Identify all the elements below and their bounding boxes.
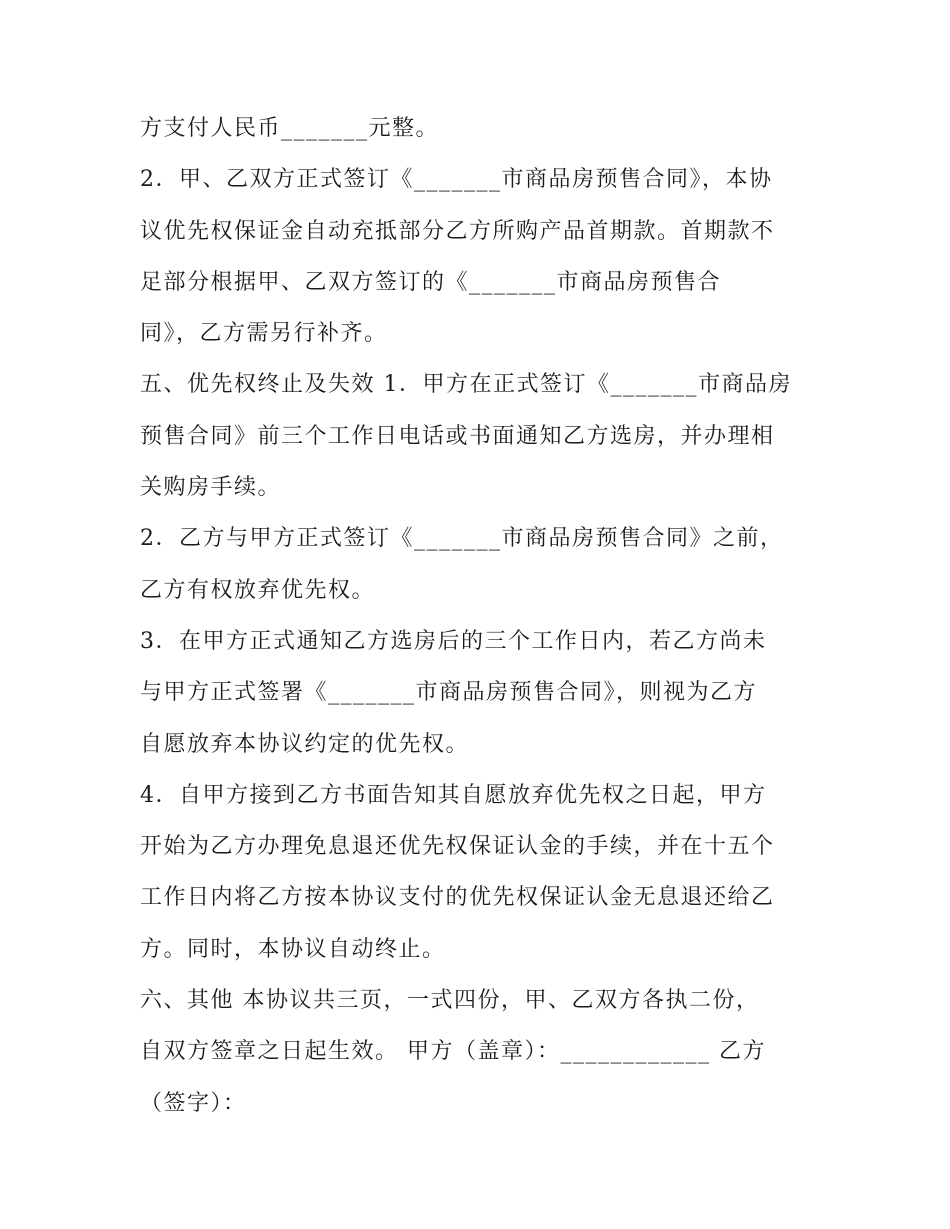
text-line: 开始为乙方办理免息退还优先权保证认金的手续，并在十五个 bbox=[140, 834, 775, 860]
text-line: 2．乙方与甲方正式签订《_______市商品房预售合同》之前， bbox=[140, 526, 784, 552]
section-heading-line: 五、优先权终止及失效 1．甲方在正式签订《_______市商品房 bbox=[140, 372, 792, 398]
text-line: 足部分根据甲、乙双方签订的《_______市商品房预售合 bbox=[140, 269, 722, 295]
text-line: 与甲方正式签署《_______市商品房预售合同》，则视为乙方 bbox=[140, 680, 758, 706]
text-line: 同》，乙方需另行补齐。 bbox=[140, 321, 388, 347]
document-body bbox=[140, 103, 820, 1129]
text-line: 方支付人民币_______元整。 bbox=[140, 116, 440, 141]
text-line: 3．在甲方正式通知乙方选房后的三个工作日内，若乙方尚未 bbox=[140, 628, 767, 654]
text-line: 方。同时，本协议自动终止。 bbox=[140, 936, 446, 962]
signature-line: 自双方签章之日起生效。 甲方（盖章）：____________ 乙方 bbox=[140, 1039, 766, 1065]
text-line: 议优先权保证金自动充抵部分乙方所购产品首期款。首期款不 bbox=[140, 218, 775, 244]
signature-line: （签字）： bbox=[140, 1090, 247, 1116]
text-line: 预售合同》前三个工作日电话或书面通知乙方选房，并办理相 bbox=[140, 423, 775, 449]
text-line: 关购房手续。 bbox=[140, 475, 282, 501]
text-line: 自愿放弃本协议约定的优先权。 bbox=[140, 731, 470, 757]
text-line: 4．自甲方接到乙方书面告知其自愿放弃优先权之日起，甲方 bbox=[140, 782, 767, 808]
section-heading-line: 六、其他 本协议共三页，一式四份，甲、乙双方各执二份， bbox=[140, 988, 760, 1014]
text-line: 2．甲、乙双方正式签订《_______市商品房预售合同》，本协 bbox=[140, 167, 773, 193]
text-line: 乙方有权放弃优先权。 bbox=[140, 577, 376, 603]
text-line: 工作日内将乙方按本协议支付的优先权保证认金无息退还给乙 bbox=[140, 885, 775, 911]
